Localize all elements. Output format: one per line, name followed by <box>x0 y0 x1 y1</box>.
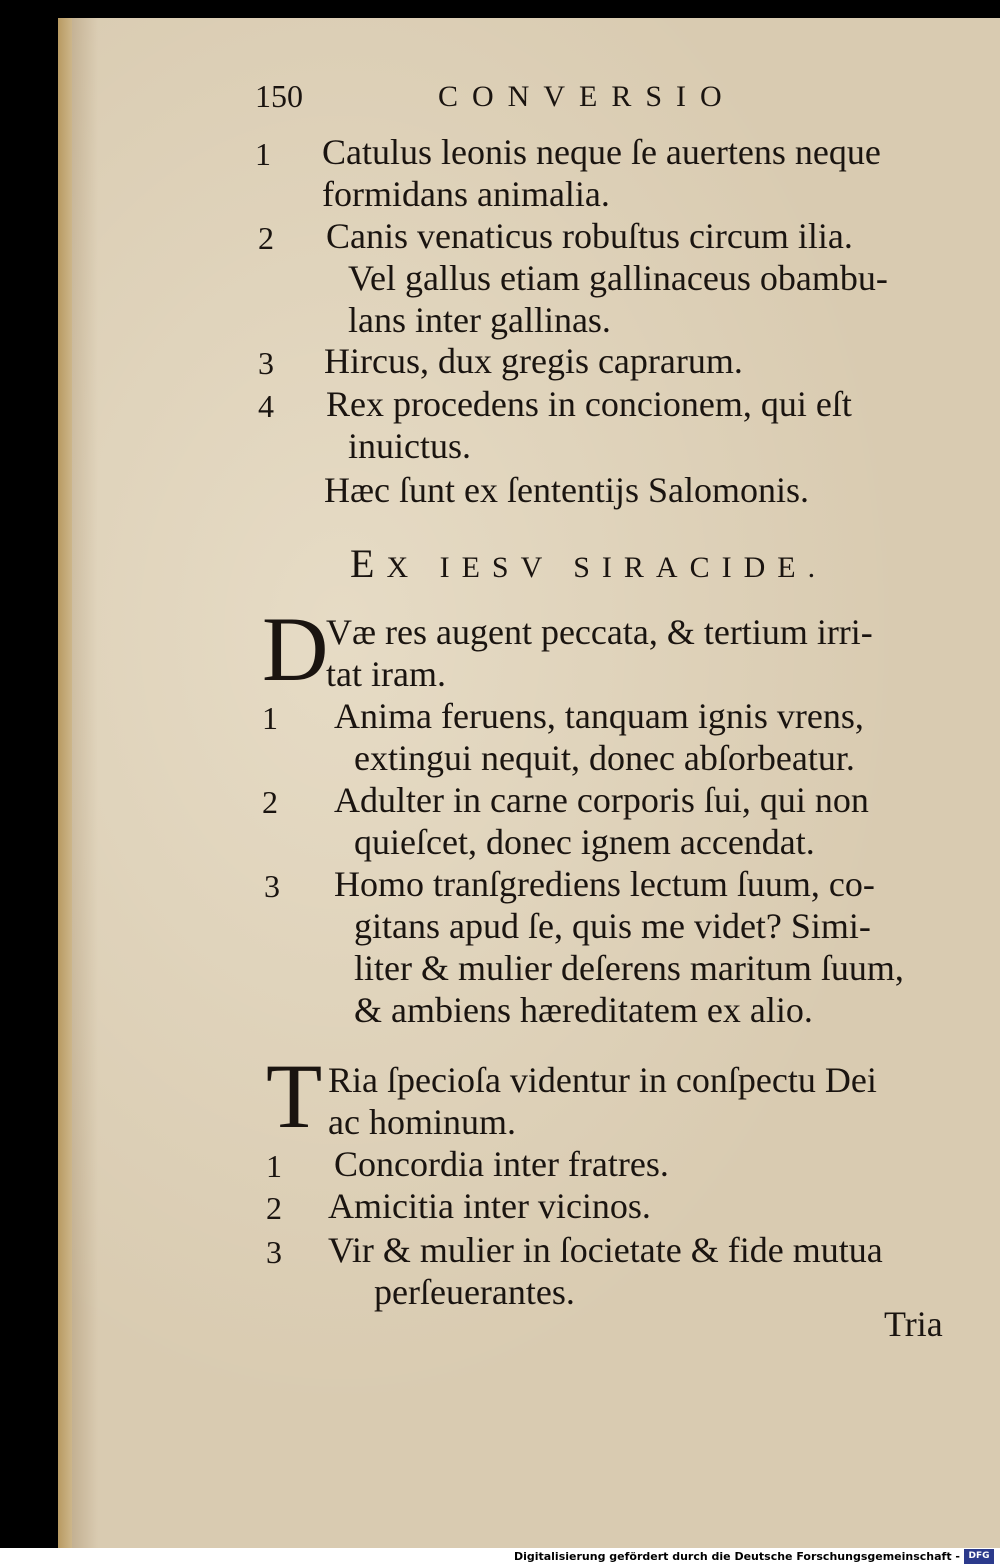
verse-number: 1 <box>255 136 271 172</box>
verse-number: 2 <box>262 784 278 820</box>
text-line: formidans animalia. <box>322 174 610 214</box>
drop-cap: T <box>266 1045 323 1147</box>
dfg-logo: DFG <box>964 1549 994 1564</box>
verse-number: 1 <box>266 1148 282 1184</box>
text-line: tat iram. <box>326 654 446 694</box>
verse-number: 2 <box>266 1190 282 1226</box>
text-line: & ambiens hæreditatem ex alio. <box>354 990 813 1030</box>
running-title: CONVERSIO <box>438 80 736 113</box>
section-title-initial: E <box>350 541 387 586</box>
text-line: Væ res augent peccata, & tertium irri- <box>326 612 873 652</box>
text-line: gitans apud ſe, quis me videt? Simi- <box>354 906 871 946</box>
section-title <box>350 541 828 586</box>
text-line: Homo tranſgrediens lectum ſuum, co- <box>334 864 875 904</box>
text-line: liter & mulier deſerens maritum ſuum, <box>354 948 904 988</box>
text-line: Vir & mulier in ſocietate & fide mutua <box>328 1230 883 1270</box>
verse-number: 3 <box>264 868 280 904</box>
text-line: Ria ſpecioſa videntur in conſpectu Dei <box>328 1060 877 1100</box>
verse-number: 3 <box>266 1234 282 1270</box>
text-line: quieſcet, donec ignem accendat. <box>354 822 815 862</box>
text-line: Catulus leonis neque ſe auertens neque <box>322 132 881 172</box>
text-line: inuictus. <box>348 426 471 466</box>
text-line: Canis venaticus robuſtus circum ilia. <box>326 216 853 256</box>
verse-number: 4 <box>258 388 274 424</box>
digitization-credit: Digitalisierung gefördert durch die Deutsche Forschungsgemeinschaft - <box>513 1550 960 1563</box>
text-line: Concordia inter fratres. <box>334 1144 669 1184</box>
section-title-part: IESV SIRACIDE. <box>439 551 828 584</box>
drop-cap: D <box>262 598 329 700</box>
text-line: Vel gallus etiam gallinaceus obambu- <box>348 258 888 298</box>
text-line: ac hominum. <box>328 1102 516 1142</box>
text-line: extingui nequit, donec abſorbeatur. <box>354 738 855 778</box>
verse-number: 3 <box>258 345 274 381</box>
catchword: Tria <box>884 1304 943 1344</box>
verse-number: 1 <box>262 700 278 736</box>
text-line: perſeuerantes. <box>374 1272 575 1312</box>
text-line: Hæc ſunt ex ſententijs Salomonis. <box>324 470 809 510</box>
text-line: lans inter gallinas. <box>348 300 611 340</box>
page-gutter <box>58 18 72 1548</box>
text-line: Anima feruens, tanquam ignis vrens, <box>334 696 864 736</box>
text-line: Hircus, dux gregis caprarum. <box>324 341 743 381</box>
text-line: Adulter in carne corporis ſui, qui non <box>334 780 869 820</box>
page-number: 150 <box>255 78 303 114</box>
section-title-part: X <box>386 551 421 584</box>
text-line: Rex procedens in concionem, qui eſt <box>326 384 852 424</box>
verse-number: 2 <box>258 220 274 256</box>
text-line: Amicitia inter vicinos. <box>328 1186 651 1226</box>
